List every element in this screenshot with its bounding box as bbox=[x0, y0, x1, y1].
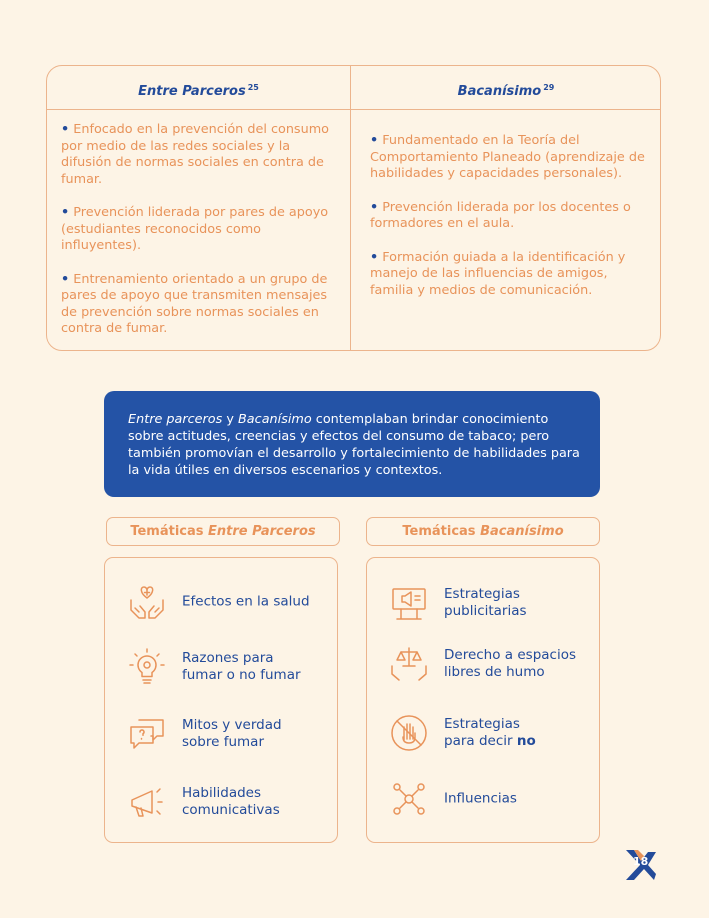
page-number: 18 bbox=[633, 855, 649, 868]
list-item: • Enfocado en la prevención del consumo por medio de las redes sociales y la difusión de normas sociales en contra de fumar. bbox=[61, 122, 330, 187]
list-item: • Fundamentado en la Teoría del Comportamiento Planeado (aprendizaje de habilidades y capacidades personales). bbox=[370, 133, 645, 181]
health-hands-icon bbox=[127, 582, 167, 622]
billboard-icon bbox=[389, 583, 429, 623]
speech-bubbles-icon bbox=[127, 714, 167, 754]
stop-hand-icon bbox=[389, 713, 429, 753]
comparison-table bbox=[46, 65, 661, 351]
left-column bbox=[61, 122, 341, 355]
list-item bbox=[367, 708, 599, 758]
people-network-icon bbox=[389, 779, 429, 819]
theme-label: Estrategias para decir no bbox=[444, 716, 536, 749]
themes-left-header: Temáticas Entre Parceros bbox=[106, 517, 340, 546]
list-item bbox=[105, 777, 337, 827]
list-item: • Entrenamiento orientado a un grupo de pares de apoyo que transmiten mensajes de prevención sobre normas sociales en contra de fumar. bbox=[61, 271, 328, 336]
list-item bbox=[367, 578, 599, 628]
summary-callout: Entre parceros y Bacanísimo contemplaban brindar conocimiento sobre actitudes, creencias y efectos del consumo de tabaco; pero también promovían el desarrollo y fortalecimiento de habilidades para la vida útiles en diversos escenarios y contextos. bbox=[104, 391, 600, 497]
themes-left-box bbox=[104, 557, 338, 843]
list-item bbox=[105, 709, 337, 759]
list-item bbox=[367, 774, 599, 824]
lightbulb-icon bbox=[127, 647, 167, 687]
table-header-divider bbox=[47, 109, 660, 110]
themes-right-box bbox=[366, 557, 600, 843]
megaphone-icon bbox=[127, 782, 167, 822]
theme-label: Estrategias publicitarias bbox=[444, 586, 527, 619]
list-item bbox=[105, 642, 337, 692]
list-item: • Prevención liderada por pares de apoyo (estudiantes reconocidos como influyentes). bbox=[61, 205, 329, 253]
theme-label: Efectos en la salud bbox=[182, 593, 310, 610]
right-column-header: Bacanísimo $^{29}$ bbox=[457, 83, 555, 99]
theme-label: Razones para fumar o no fumar bbox=[182, 650, 301, 683]
page-number-logo bbox=[624, 848, 658, 882]
justice-scale-icon bbox=[389, 644, 429, 684]
theme-label: Derecho a espacios libres de humo bbox=[444, 647, 577, 680]
list-item: • Formación guiada a la identificación y manejo de las influencias de amigos, familia y medios de comunicación. bbox=[370, 249, 626, 298]
theme-label: Mitos y verdad sobre fumar bbox=[182, 717, 282, 750]
left-column-header: Entre Parceros $^{25}$ bbox=[138, 83, 259, 99]
list-item bbox=[105, 577, 337, 627]
list-item bbox=[367, 639, 599, 689]
list-item: • Prevención liderada por los docentes o formadores en el aula. bbox=[370, 199, 631, 231]
right-column bbox=[370, 133, 652, 316]
theme-label: Influencias bbox=[444, 790, 517, 807]
themes-right-header: Temáticas Bacanísimo bbox=[366, 517, 600, 546]
theme-label: Habilidades comunicativas bbox=[182, 785, 280, 818]
